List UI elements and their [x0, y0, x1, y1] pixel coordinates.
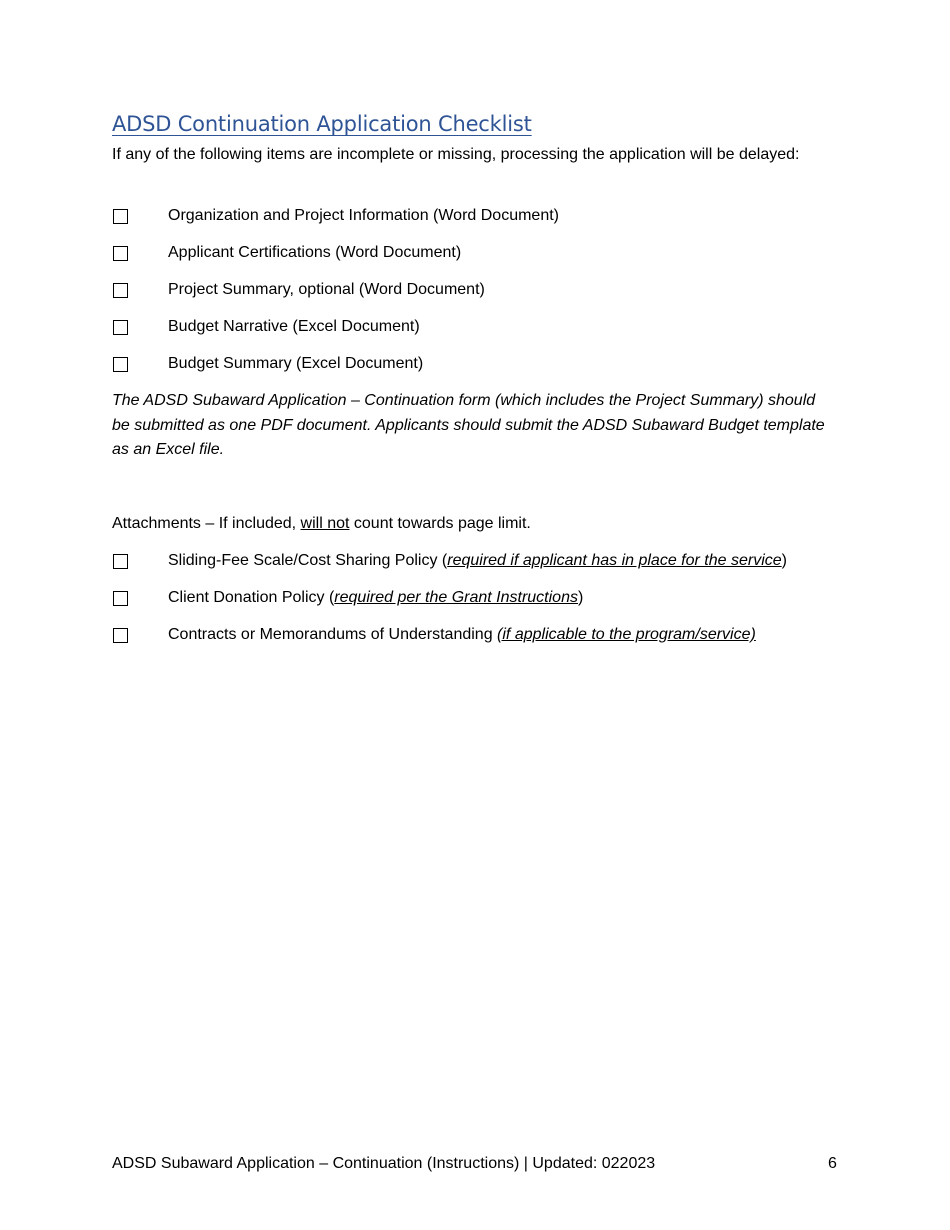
checkbox-unchecked-icon[interactable] — [113, 320, 128, 335]
attachment-label-text: Sliding-Fee Scale/Cost Sharing Policy ( — [168, 552, 448, 569]
checkbox-unchecked-icon[interactable] — [113, 591, 128, 606]
attachment-label-text: Client Donation Policy ( — [168, 589, 335, 606]
attachment-qualifier: required if applicant has in place for the service — [447, 552, 782, 569]
attachments-intro-emphasis: will not — [300, 515, 350, 532]
attachment-label-text: Contracts or Memorandums of Understanding — [168, 626, 498, 643]
attachments-intro-suffix: count towards page limit. — [349, 515, 531, 532]
attachments-intro — [112, 512, 531, 536]
checklist-item-label: Project Summary, optional (Word Document) — [168, 281, 485, 298]
checkbox-unchecked-icon[interactable] — [113, 283, 128, 298]
attachments-intro-prefix: Attachments – If included, — [112, 515, 301, 532]
checkbox-unchecked-icon[interactable] — [113, 209, 128, 224]
attachment-label-suffix: ) — [577, 589, 584, 606]
attachment-item-label — [168, 550, 787, 572]
checklist-item[interactable] — [112, 279, 872, 303]
checklist-item[interactable] — [112, 242, 872, 266]
checklist-item-label: Organization and Project Information (Word Document) — [168, 207, 559, 224]
checklist-item-label: Budget Narrative (Excel Document) — [168, 318, 420, 335]
checklist-item[interactable] — [112, 353, 872, 377]
checklist-item[interactable] — [112, 316, 872, 340]
checkbox-unchecked-icon[interactable] — [113, 246, 128, 261]
attachment-item-label — [168, 624, 756, 646]
attachment-item[interactable] — [112, 624, 872, 648]
page-number: 6 — [828, 1155, 837, 1172]
submission-note: The ADSD Subaward Application – Continuation form (which includes the Project Summary) should be submitted as one PDF document. Applicants should submit the ADSD Subaward Budget template as an Excel file. — [112, 392, 825, 458]
checklist-item-label: Applicant Certifications (Word Document) — [168, 244, 462, 261]
footer-text: ADSD Subaward Application – Continuation (Instructions) | Updated: 022023 — [112, 1155, 656, 1172]
intro-text: If any of the following items are incomplete or missing, processing the application will be delayed: — [112, 146, 800, 163]
attachment-label-suffix: ) — [781, 552, 787, 569]
attachment-item[interactable] — [112, 550, 872, 574]
checklist-item[interactable] — [112, 205, 872, 229]
attachment-item[interactable] — [112, 587, 872, 611]
checklist-item-label: Budget Summary (Excel Document) — [168, 355, 424, 372]
checkbox-unchecked-icon[interactable] — [113, 357, 128, 372]
attachment-qualifier: (if applicable to the program/service) — [497, 626, 756, 643]
checkbox-unchecked-icon[interactable] — [113, 628, 128, 643]
page-title: ADSD Continuation Application Checklist — [112, 112, 532, 136]
attachment-qualifier: required per the Grant Instructions — [334, 589, 578, 606]
checkbox-unchecked-icon[interactable] — [113, 554, 128, 569]
attachment-item-label — [168, 587, 583, 609]
